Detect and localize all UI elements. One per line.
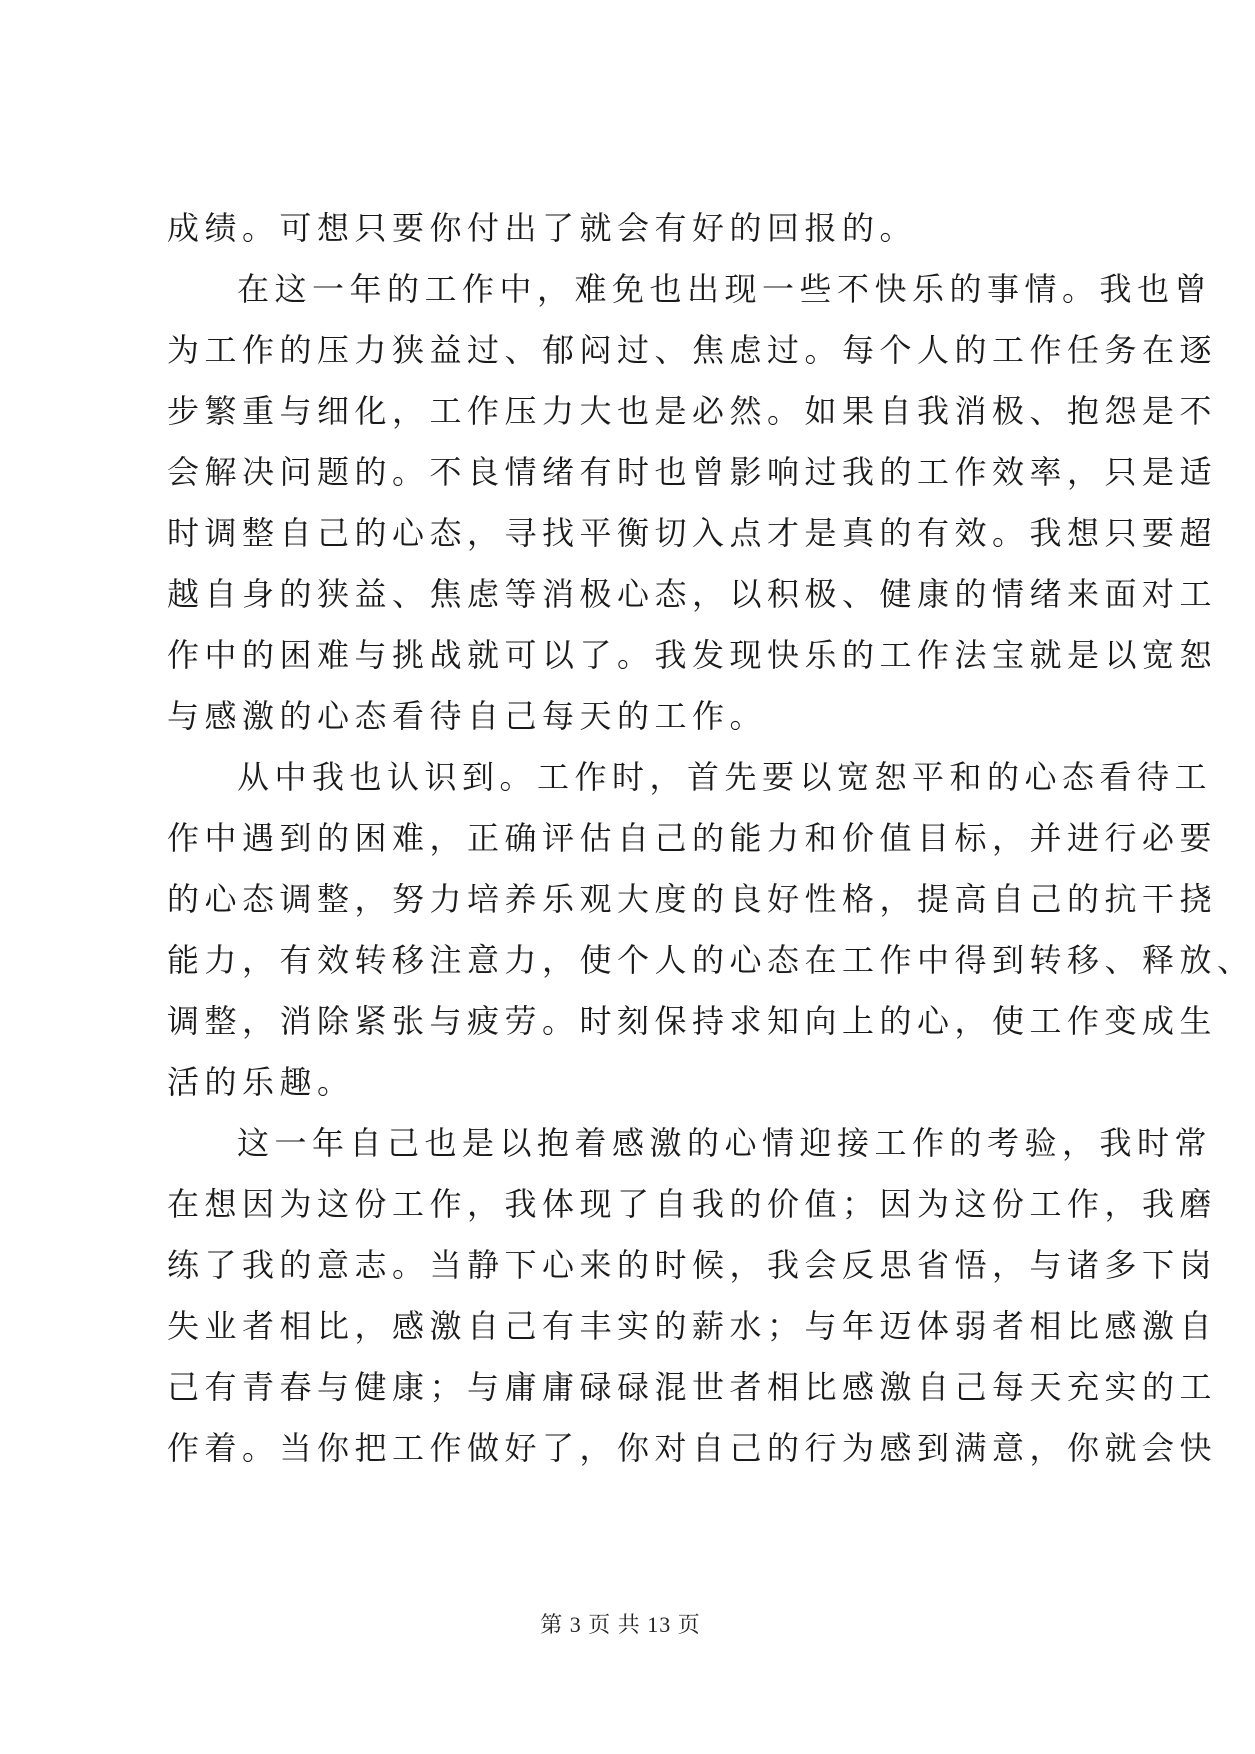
text-line: 失业者相比，感激自己有丰实的薪水；与年迈体弱者相比感激自	[167, 1307, 1218, 1345]
page-footer: 第 3 页 共 13 页	[540, 1612, 701, 1637]
text-line: 会解决问题的。不良情绪有时也曾影响过我的工作效率，只是适	[167, 453, 1218, 491]
text-line: 与感激的心态看待自己每天的工作。	[167, 697, 768, 735]
text-line: 调整，消除紧张与疲劳。时刻保持求知向上的心，使工作变成生	[167, 1002, 1218, 1040]
text-line: 作中遇到的困难，正确评估自己的能力和价值目标，并进行必要	[167, 819, 1218, 857]
text-line: 练了我的意志。当静下心来的时候，我会反思省悟，与诸多下岗	[167, 1246, 1218, 1284]
text-line: 能力，有效转移注意力，使个人的心态在工作中得到转移、释放、	[167, 941, 1255, 979]
text-line: 己有青春与健康；与庸庸碌碌混世者相比感激自己每天充实的工	[167, 1368, 1218, 1406]
text-line: 这一年自己也是以抱着感激的心情迎接工作的考验，我时常	[237, 1124, 1213, 1162]
text-line: 成绩。可想只要你付出了就会有好的回报的。	[167, 209, 918, 247]
text-line: 为工作的压力狭益过、郁闷过、焦虑过。每个人的工作任务在逐	[167, 331, 1218, 369]
text-line: 从中我也认识到。工作时，首先要以宽恕平和的心态看待工	[237, 758, 1213, 796]
text-line: 在这一年的工作中，难免也出现一些不快乐的事情。我也曾	[237, 270, 1213, 308]
text-line: 的心态调整，努力培养乐观大度的良好性格，提高自己的抗干挠	[167, 880, 1218, 918]
body-text	[167, 198, 1255, 1479]
text-line: 活的乐趣。	[167, 1063, 355, 1101]
text-line: 作着。当你把工作做好了，你对自己的行为感到满意，你就会快	[167, 1429, 1218, 1467]
text-line: 在想因为这份工作，我体现了自我的价值；因为这份工作，我磨	[167, 1185, 1218, 1223]
text-line: 作中的困难与挑战就可以了。我发现快乐的工作法宝就是以宽恕	[167, 636, 1218, 674]
text-line: 步繁重与细化，工作压力大也是必然。如果自我消极、抱怨是不	[167, 392, 1218, 430]
text-line: 越自身的狭益、焦虑等消极心态，以积极、健康的情绪来面对工	[167, 575, 1218, 613]
text-line: 时调整自己的心态，寻找平衡切入点才是真的有效。我想只要超	[167, 514, 1218, 552]
